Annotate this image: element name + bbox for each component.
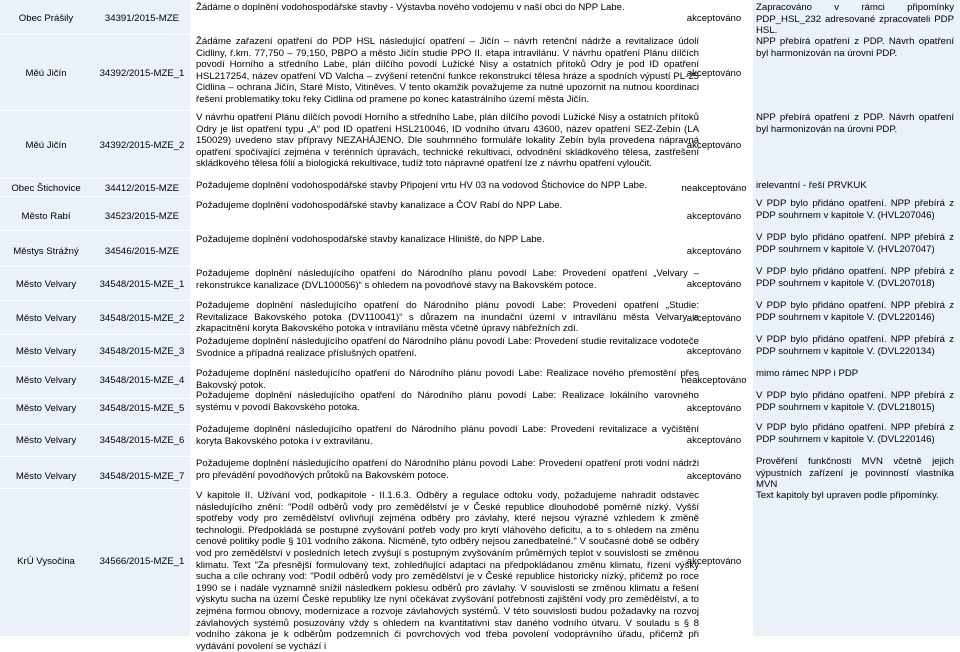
reference-code: 34412/2015-MZE <box>104 183 180 194</box>
row-separator <box>0 110 190 111</box>
row-separator <box>0 488 190 489</box>
reference-code: 34391/2015-MZE <box>104 13 180 24</box>
status-label: akceptováno <box>686 346 742 357</box>
comment-text: NPP přebírá opatření z PDP. Návrh opatření byl harmonizován na úrovni PDP. <box>756 112 954 135</box>
comment-text: V PDP bylo přidáno opatření. NPP přebírá z PDP souhrnem v kapitole V. (DVL220134) <box>756 334 954 357</box>
reference-code: 34548/2015-MZE_6 <box>99 435 185 446</box>
comment-text: NPP přebírá opatření z PDP. Návrh opatření byl harmonizován na úrovni PDP. <box>756 36 954 59</box>
entity-name: Město Velvary <box>15 471 77 482</box>
row-separator <box>0 34 190 35</box>
row-separator <box>0 366 190 367</box>
entity-name: Městys Strážný <box>13 246 79 257</box>
status-label: akceptováno <box>686 471 742 482</box>
comment-text: irelevantní - řeší PRVKUK <box>756 180 867 191</box>
entity-name: Město Rabí <box>21 211 71 222</box>
status-label: neakceptováno <box>681 375 747 386</box>
row-separator <box>0 398 190 399</box>
status-label: akceptováno <box>686 13 742 24</box>
request-text: Žádáme o doplnění vodohospodářské stavby - Výstavba nového vodojemu v naší obci do NPP Labe. <box>196 2 625 13</box>
request-text: Požadujeme doplnění vodohospodářské stavby kanalizace Hliniště, do NPP Labe. <box>196 234 545 245</box>
request-text: Požadujeme doplnění následujícího opatření do Národního plánu povodí Labe: Provedení revitalizace a vyčištění koryta Bakovského potoka i v extravilánu. <box>196 424 699 447</box>
status-label: akceptováno <box>686 68 742 79</box>
row-separator <box>0 456 190 457</box>
status-label: akceptováno <box>686 403 742 414</box>
reference-code: 34546/2015-MZE <box>104 246 180 257</box>
comment-text: V PDP bylo přidáno opatření. NPP přebírá z PDP souhrnem v kapitole V. (DVL220146) <box>756 422 954 445</box>
comment-text: V PDP bylo přidáno opatření. NPP přebírá z PDP souhrnem v kapitole V. (DVL220146) <box>756 300 954 323</box>
status-label: akceptováno <box>686 313 742 324</box>
status-label: akceptováno <box>686 556 742 567</box>
row-separator <box>0 230 190 231</box>
reference-code: 34392/2015-MZE_2 <box>99 140 185 151</box>
reference-code: 34392/2015-MZE_1 <box>99 68 185 79</box>
entity-name: Měú Jičín <box>25 68 67 79</box>
row-separator <box>0 334 190 335</box>
comment-text: V PDP bylo přidáno opatření. NPP přebírá z PDP souhrnem v kapitole V. (DVL218015) <box>756 390 954 413</box>
reference-code: 34523/2015-MZE <box>104 211 180 222</box>
reference-code: 34548/2015-MZE_3 <box>99 346 185 357</box>
row-separator <box>0 266 190 267</box>
request-text: Požadujeme doplnění následujícího opatření do Národního plánu povodí Labe: Provedení opatření proti vodní nádrži pro převádění povodňových průtoků na Bakovském potoce. <box>196 458 699 481</box>
row-separator <box>0 300 190 301</box>
request-text: Požadujeme doplnění vodohospodářské stavby kanalizace a ČOV Rabí do NPP Labe. <box>196 200 563 211</box>
reference-code: 34548/2015-MZE_2 <box>99 313 185 324</box>
reference-code: 34548/2015-MZE_5 <box>99 403 185 414</box>
request-text: V návrhu opatření Plánu dílčích povodí Horního a středního Labe, plán dílčího povodí Lužické Nisy a ostatních přítoků Odry je list opatření typu „A“ pod ID opatření HSL210046, ID vodního útvaru 43600, název opatření SEZ-Zebín (LA 150029) uvedeno stav přípravy NEZAHÁJENO. Dle souhrnného formuláře lokality Zebín byla provedena nápravná opatření spočívající zejména v terénních úpravách, technické rekultivaci, odvodnění skládkového tělesa, zastřešení skládkového tělesa fólií a biologická rekultivace, tudíž toto nápravné opatření lze z návrhu opatření vyloučit. <box>196 112 699 170</box>
status-label: akceptováno <box>686 246 742 257</box>
reference-code: 34566/2015-MZE_1 <box>99 556 185 567</box>
status-label: akceptováno <box>686 211 742 222</box>
entity-name: Město Velvary <box>15 375 77 386</box>
status-label: akceptováno <box>686 140 742 151</box>
comment-text: V PDP bylo přidáno opatření. NPP přebírá z PDP souhrnem v kapitole V. (HVL207047) <box>756 232 954 255</box>
entity-name: Město Velvary <box>15 279 77 290</box>
entity-name: Město Velvary <box>15 313 77 324</box>
comment-text: Zapracováno v rámci připomínky PDP_HSL_232 adresované zpracovateli PDP HSL. <box>756 2 954 37</box>
reference-code: 34548/2015-MZE_7 <box>99 471 185 482</box>
entity-name: Obec Prášily <box>18 13 74 24</box>
request-text: Požadujeme doplnění následujícího opatření do Národního plánu povodí Labe: Realizace lokálního varovného systému v povodí Bakovského potoka. <box>196 390 699 413</box>
request-text: Požadujeme doplnění následujícího opatření do Národního plánu povodí Labe: Provedení opatření „Studie: Revitalizace Bakovského potoka (DV110041)“ s důrazem na inundační území v intravilánu města Velvary a zkapacitnění koryta Bakovského potoka v intravilánu města včetně úpravy nábřežních zdí. <box>196 300 699 335</box>
status-label: akceptováno <box>686 279 742 290</box>
request-text: Žádáme zařazení opatření do PDP HSL následující opatření – Jičín – návrh retenční nádrže a revitalizace údolí Cidliny, ř.km. 77,750 – 79,150, PBPO a město Jičín studie PPO II. etapa intravilánu. V návrhu opatření Plánu dílčích povodí Horního a středního Labe, plán dílčího povodí Lužické Nisy a ostatních přítoků Odry je pod ID opatření HSL217254, název opatření VD Valcha – zvýšení retenční funkce rekonstrukcí tělesa hráze a spodních výpustí PL-25 Cidlina – ochrana Jičín, Staré Místo, Vitiněves. V tento okamžik považujeme za nutné upozornit na nutnou koordinaci řešení problematiky toku řeky Cidlina od pramene po konec katastrálního území města Jičín. <box>196 36 699 105</box>
request-text: Požadujeme doplnění následujícího opatření do Národního plánu povodí Labe: Provedení studie revitalizace vodoteče Svodnice a případná realizace příslušných opatření. <box>196 336 699 359</box>
row-separator <box>0 424 190 425</box>
entity-name: Město Velvary <box>15 346 77 357</box>
row-separator <box>0 196 190 197</box>
comment-text: V PDP bylo přidáno opatření. NPP přebírá z PDP souhrnem v kapitole V. (HVL207046) <box>756 198 954 221</box>
request-text: Požadujeme doplnění vodohospodářské stavby Připojení vrtu HV 03 na vodovod Štichovice do NPP Labe. <box>196 180 648 191</box>
comment-text: Prověření funkčnosti MVN včetně jejich výpustních zařízení je povinností vlastníka MVN <box>756 456 954 491</box>
reference-code: 34548/2015-MZE_1 <box>99 279 185 290</box>
entity-name: Město Velvary <box>15 403 77 414</box>
comment-text: mimo rámec NPP i PDP <box>756 368 859 379</box>
status-label: neakceptováno <box>681 183 747 194</box>
request-text: V kapitole II. Užívání vod, podkapitole - II.1.6.3. Odběry a regulace odtoku vody, požadujeme nahradit odstavec následujícího znění: "Podíl odběrů vody pro zemědělství je v České republice dlouhodobě poměrně nízký. Vyšší spotřeby vody pro zemědělství ovlivňují zejména odběry pro závlahy, které nejsou výrazné vzhledem k změně technologii. Předpokládá se postupné zvyšování potřeb vody pro krytí vláhového deficitu, a to s ohledem na změnu cenové politiky podle § 101 vodního zákona. Nicméně, tyto odběry nejsou zanedbatelné." V současné době se odběry vod pro zemědělství v posledních letech zvyšují s postupným zvyšováním průměrných teplot v souvislosti se změnou klimatu. Text "Za přesnější formulovaný text, zohledňující adaptaci na předpokládanou změnu klimatu, řízení výšky sucha a cíle ochrany vod: "Podíl odběrů vody pro zemědělství je v České republice historicky nízký, přičemž po roce 1990 se i nadále vyznamně snížil následkem poklesu odběrů pro závlahy. V souvislosti se změnou klimatu a řešení výskytu sucha na území České republiky lze nyní očekávat zvyšování potřebnosti zajištění vody pro zemědělství, a to zejména formou obnovy, modernizace a rozvoje závlahových systémů. V této souvislosti budou požadavky na rozvoj závlahových systémů posuzovány vždy s ohledem na kvantitativní stav daného vodního útvaru. V souladu s § 8 vodního zákona je k odběrům podzemních či povrchových vod třeba povolení vodoprávního úřadu, přičemž při vydávání povolení se vychází i <box>196 490 699 652</box>
entity-name: Město Velvary <box>15 435 77 446</box>
comment-text: Text kapitoly byl upraven podle připomínky. <box>756 490 939 501</box>
entity-name: KrÚ Vysočina <box>17 556 75 567</box>
request-text: Požadujeme doplnění následujícího opatření do Národního plánu povodí Labe: Provedení opatření „Velvary – rekonstrukce kanalizace (DVL100056)“ s ohledem na povodňové stavy na Bakovském potoce. <box>196 268 699 291</box>
entity-name: Obec Štichovice <box>11 183 81 194</box>
entity-name: Měú Jičín <box>25 140 67 151</box>
comment-text: V PDP bylo přidáno opatření. NPP přebírá z PDP souhrnem v kapitole V. (DVL207018) <box>756 266 954 289</box>
request-text: Požadujeme doplnění následujícího opatření do Národního plánu povodí Labe: Realizace nového přemostění přes Bakovský potok. <box>196 368 699 391</box>
status-label: akceptováno <box>686 435 742 446</box>
row-separator <box>0 178 190 179</box>
reference-code: 34548/2015-MZE_4 <box>99 375 185 386</box>
